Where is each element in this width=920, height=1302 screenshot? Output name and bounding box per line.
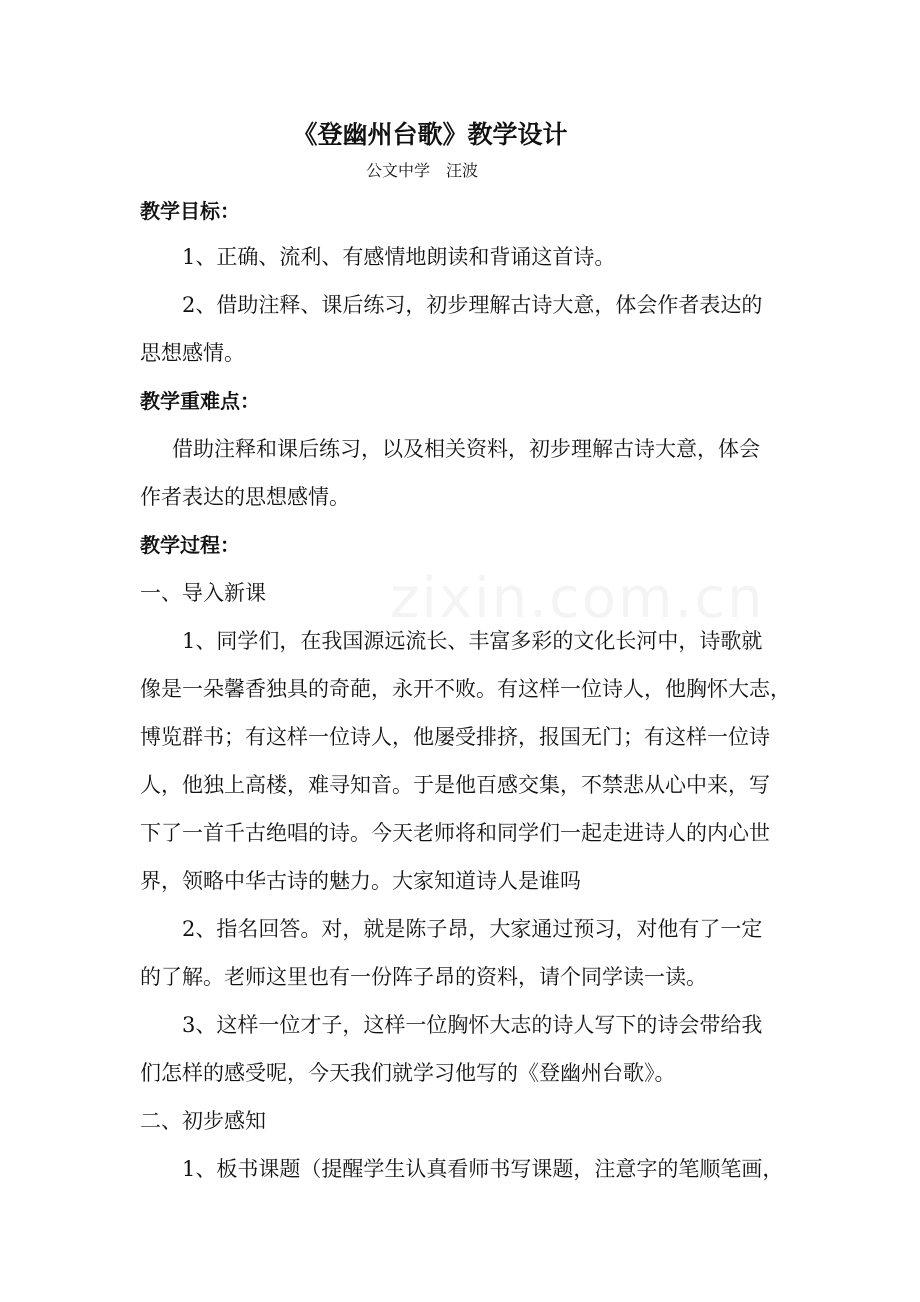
body-text-line: 1、板书课题（提醒学生认真看师书写课题，注意字的笔顺笔画， [182, 1157, 784, 1181]
body-text-line: 界，领略中华古诗的魅力。大家知道诗人是谁吗 [140, 869, 581, 893]
body-text-line: 博览群书；有这样一位诗人，他屡受排挤，报国无门；有这样一位诗 [140, 725, 770, 749]
document-title: 《登幽州台歌》教学设计 [292, 120, 568, 149]
watermark [390, 566, 765, 631]
body-text-line: 下了一首千古绝唱的诗。今天老师将和同学们一起走进诗人的内心世 [140, 821, 770, 845]
section-heading-process: 教学过程： [140, 533, 240, 557]
body-text-line: 1、同学们，在我国源远流长、丰富多彩的文化长河中，诗歌就 [182, 629, 763, 653]
body-text-line: 像是一朵馨香独具的奇葩，永开不败。有这样一位诗人，他胸怀大志， [140, 677, 791, 701]
subsection-heading: 一、导入新课 [140, 581, 266, 605]
body-text-line: 2、借助注释、课后练习，初步理解古诗大意，体会作者表达的 [182, 293, 763, 317]
body-text-line: 3、这样一位才子，这样一位胸怀大志的诗人写下的诗会带给我 [182, 1013, 763, 1037]
author-line: 公文中学 汪波 [366, 161, 479, 180]
section-heading-goals: 教学目标： [140, 199, 240, 223]
body-text-line: 2、指名回答。对，就是陈子昂，大家通过预习，对他有了一定 [182, 917, 763, 941]
subsection-heading: 二、初步感知 [140, 1109, 266, 1133]
body-text-line: 1、正确、流利、有感情地朗读和背诵这首诗。 [182, 245, 616, 269]
body-text-line: 思想感情。 [140, 341, 245, 365]
body-text-line: 的了解。老师这里也有一份阵子昂的资料，请个同学读一读。 [140, 965, 707, 989]
body-text-line: 人，他独上高楼，难寻知音。于是他百感交集，不禁悲从心中来，写 [140, 773, 770, 797]
body-text-line: 作者表达的思想感情。 [140, 485, 350, 509]
body-text-line: 借助注释和课后练习，以及相关资料，初步理解古诗大意，体会 [172, 437, 760, 461]
body-text-line: 们怎样的感受呢，今天我们就学习他写的《登幽州台歌》。 [140, 1061, 676, 1085]
section-heading-key-points: 教学重难点： [140, 389, 260, 413]
